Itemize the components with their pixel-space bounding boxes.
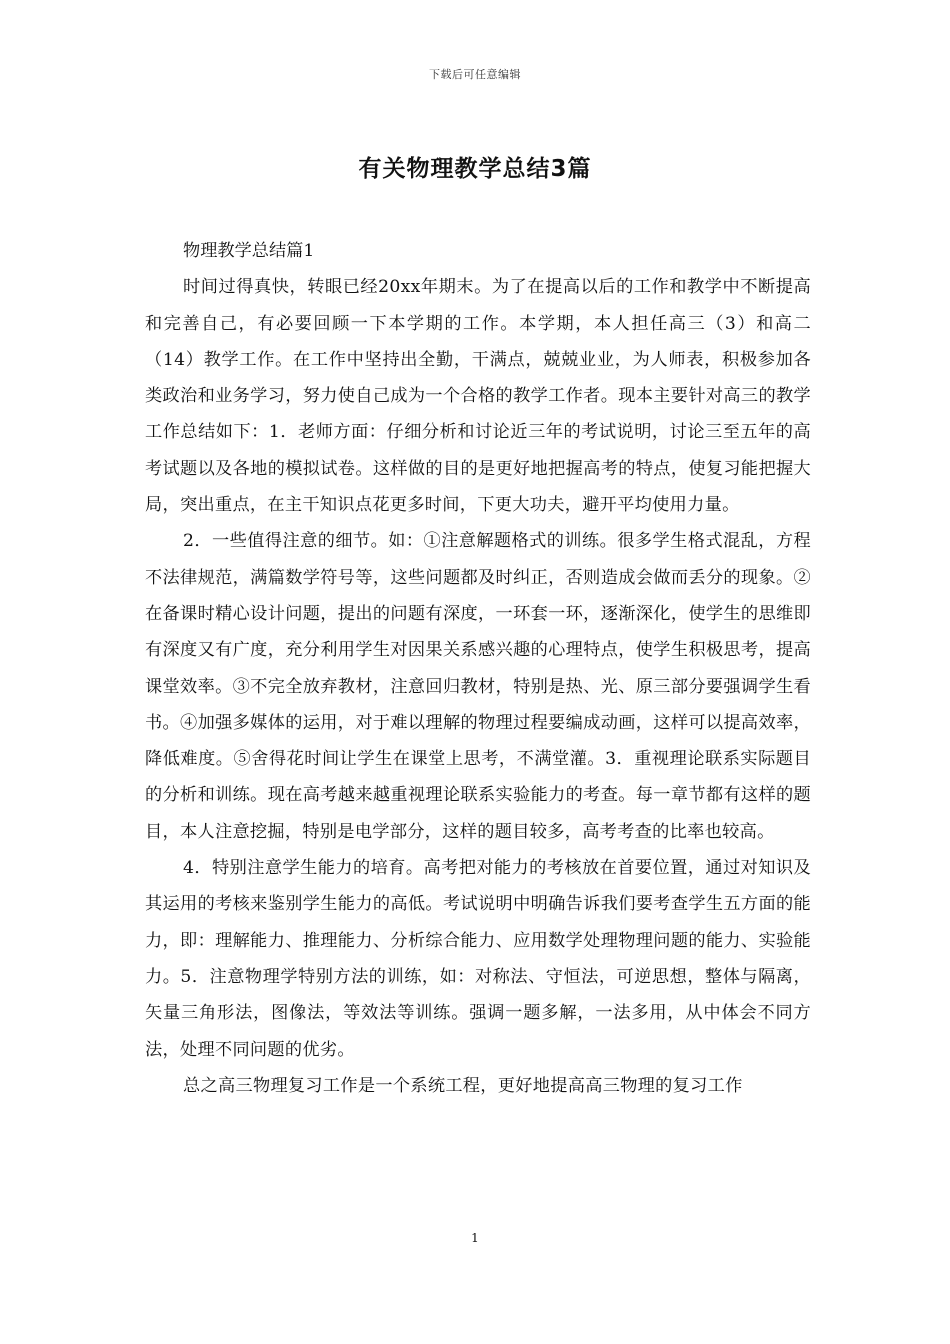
document-title: 有关物理教学总结3篇 <box>358 156 592 182</box>
paragraph-3: 4．特别注意学生能力的培育。高考把对能力的考核放在首要位置，通过对知识及其运用的考核来鉴别学生能力的高低。考试说明中明确告诉我们要考查学生五方面的能力，即：理解能力、推理能力、分析综合能力、应用数学处理物理问题的能力、实验能力。5．注意物理学特别方法的训练，如：对称法、守恒法，可逆思想，整体与隔离，矢量三角形法，图像法，等效法等训练。强调一题多解，一法多用，从中体会不同方法，处理不同问题的优劣。 <box>145 858 811 1060</box>
paragraph-2: 2．一些值得注意的细节。如：①注意解题格式的训练。很多学生格式混乱，方程不法律规范，满篇数学符号等，这些问题都及时纠正，否则造成会做而丢分的现象。②在备课时精心设计问题，提出的问题有深度，一环套一环，逐渐深化，使学生的思维即有深度又有广度，充分利用学生对因果关系感兴趣的心理特点，使学生积极思考，提高课堂效率。③不完全放弃教材，注意回归教材，特别是热、光、原三部分要强调学生看书。④加强多媒体的运用，对于难以理解的物理过程要编成动画，这样可以提高效率，降低难度。⑤舍得花时间让学生在课堂上思考，不满堂灌。3．重视理论联系实际题目的分析和训练。现在高考越来越重视理论联系实验能力的考查。每一章节都有这样的题目，本人注意挖掘，特别是电学部分，这样的题目较多，高考考查的比率也较高。 <box>145 531 811 842</box>
document-body <box>145 233 811 1104</box>
page-number: 1 <box>471 1231 479 1245</box>
paragraph-1: 时间过得真快，转眼已经20xx年期末。为了在提高以后的工作和教学中不断提高和完善自己，有必要回顾一下本学期的工作。本学期，本人担任高三（3）和高二（14）教学工作。在工作中坚持出全勤，干满点，兢兢业业，为人师表，积极参加各类政治和业务学习，努力使自己成为一个合格的教学工作者。现本主要针对高三的教学工作总结如下：1．老师方面：仔细分析和讨论近三年的考试说明，讨论三至五年的高考试题以及各地的模拟试卷。这样做的目的是更好地把握高考的特点，使复习能把握大局，突出重点，在主干知识点花更多时间，下更大功夫，避开平均使用力量。 <box>145 277 811 516</box>
section-heading: 物理教学总结篇1 <box>183 241 315 261</box>
header-note: 下载后可任意编辑 <box>429 68 521 81</box>
paragraph-4: 总之高三物理复习工作是一个系统工程，更好地提高高三物理的复习工作 <box>183 1075 743 1096</box>
